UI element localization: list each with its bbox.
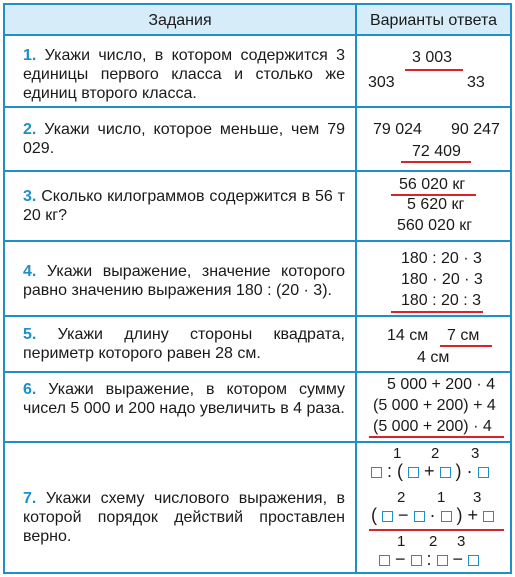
answer-option[interactable]: 5 000 + 200 · 4 — [387, 376, 496, 393]
scheme-option[interactable]: ( − · ) + — [371, 505, 494, 526]
answer-option[interactable]: (5 000 + 200) + 4 — [373, 397, 496, 414]
box-icon — [408, 467, 419, 478]
box-icon — [441, 511, 452, 522]
table-row — [5, 443, 510, 572]
task-text: 1. Укажи число, в котором содержится 3 единицы первого класса и столько же единиц второго класса. — [23, 47, 345, 102]
order-number: 2 — [397, 489, 406, 506]
answer-underline — [440, 345, 492, 347]
order-number: 2 — [429, 533, 438, 550]
order-number: 3 — [471, 445, 480, 462]
box-icon — [468, 555, 479, 566]
answer-underline — [401, 161, 471, 163]
table-row — [5, 36, 510, 108]
box-icon — [382, 511, 393, 522]
box-icon — [478, 467, 489, 478]
table-header — [5, 5, 510, 36]
order-number: 1 — [397, 533, 406, 550]
box-icon — [437, 555, 448, 566]
task-text: 6. Укажи выражение, в котором сумму чисел 5 000 и 200 надо увеличить в 4 раза. — [23, 381, 345, 417]
box-icon — [371, 467, 382, 478]
answer-option[interactable]: 180 : 20 · 3 — [401, 250, 482, 267]
answer-option[interactable]: 180 · 20 · 3 — [401, 271, 483, 288]
order-number: 2 — [431, 445, 440, 462]
order-number: 3 — [457, 533, 466, 550]
task-number: 1. — [23, 47, 37, 64]
box-icon — [440, 467, 451, 478]
scheme-option[interactable]: : ( + ) · — [371, 461, 489, 482]
answer-underline — [369, 436, 504, 438]
answer-underline — [405, 69, 463, 71]
answer-option[interactable]: 303 — [368, 74, 395, 91]
table-row — [5, 172, 510, 242]
header-tasks: Задания — [148, 12, 212, 29]
answer-table — [3, 3, 512, 574]
task-text: 2. Укажи число, которое меньше, чем 79 029. — [23, 121, 345, 157]
box-icon — [379, 555, 390, 566]
task-text: 7. Укажи схему числового выражения, в которой порядок действий проставлен верно. — [23, 490, 345, 545]
answer-underline — [391, 311, 483, 313]
answer-underline — [369, 529, 504, 531]
task-text: 3. Сколько килограммов содержится в 56 т 20 кг? — [23, 188, 345, 224]
box-icon — [414, 511, 425, 522]
table-row — [5, 242, 510, 317]
order-number: 3 — [473, 489, 482, 506]
answer-option[interactable]: 5 620 кг — [407, 196, 465, 213]
answer-option[interactable]: 79 024 — [373, 121, 422, 138]
answer-option[interactable]: (5 000 + 200) · 4 — [373, 418, 492, 435]
order-number: 1 — [393, 445, 402, 462]
answer-option[interactable]: 33 — [467, 74, 485, 91]
answer-option[interactable]: 7 см — [447, 327, 480, 344]
answer-option[interactable]: 14 см — [387, 327, 429, 344]
answer-option[interactable]: 90 247 — [451, 121, 500, 138]
table-row — [5, 108, 510, 172]
task-text: 4. Укажи выражение, значение которого равно значению выражения 180 : (20 · 3). — [23, 263, 345, 299]
answer-option[interactable]: 72 409 — [412, 143, 461, 160]
answer-option[interactable]: 3 003 — [412, 49, 453, 66]
answer-option[interactable]: 4 см — [417, 349, 450, 366]
task-text: 5. Укажи длину стороны квадрата, периметр которого равен 28 см. — [23, 326, 345, 362]
answer-option[interactable]: 56 020 кг — [399, 176, 466, 193]
order-number: 1 — [437, 489, 446, 506]
answer-option[interactable]: 180 : 20 : 3 — [401, 292, 482, 309]
box-icon — [411, 555, 422, 566]
box-icon — [483, 511, 494, 522]
table-row — [5, 373, 510, 443]
table-row — [5, 317, 510, 373]
scheme-option[interactable]: − : − — [379, 549, 479, 570]
answer-option[interactable]: 560 020 кг — [397, 217, 473, 234]
header-answers: Варианты ответа — [369, 12, 498, 29]
